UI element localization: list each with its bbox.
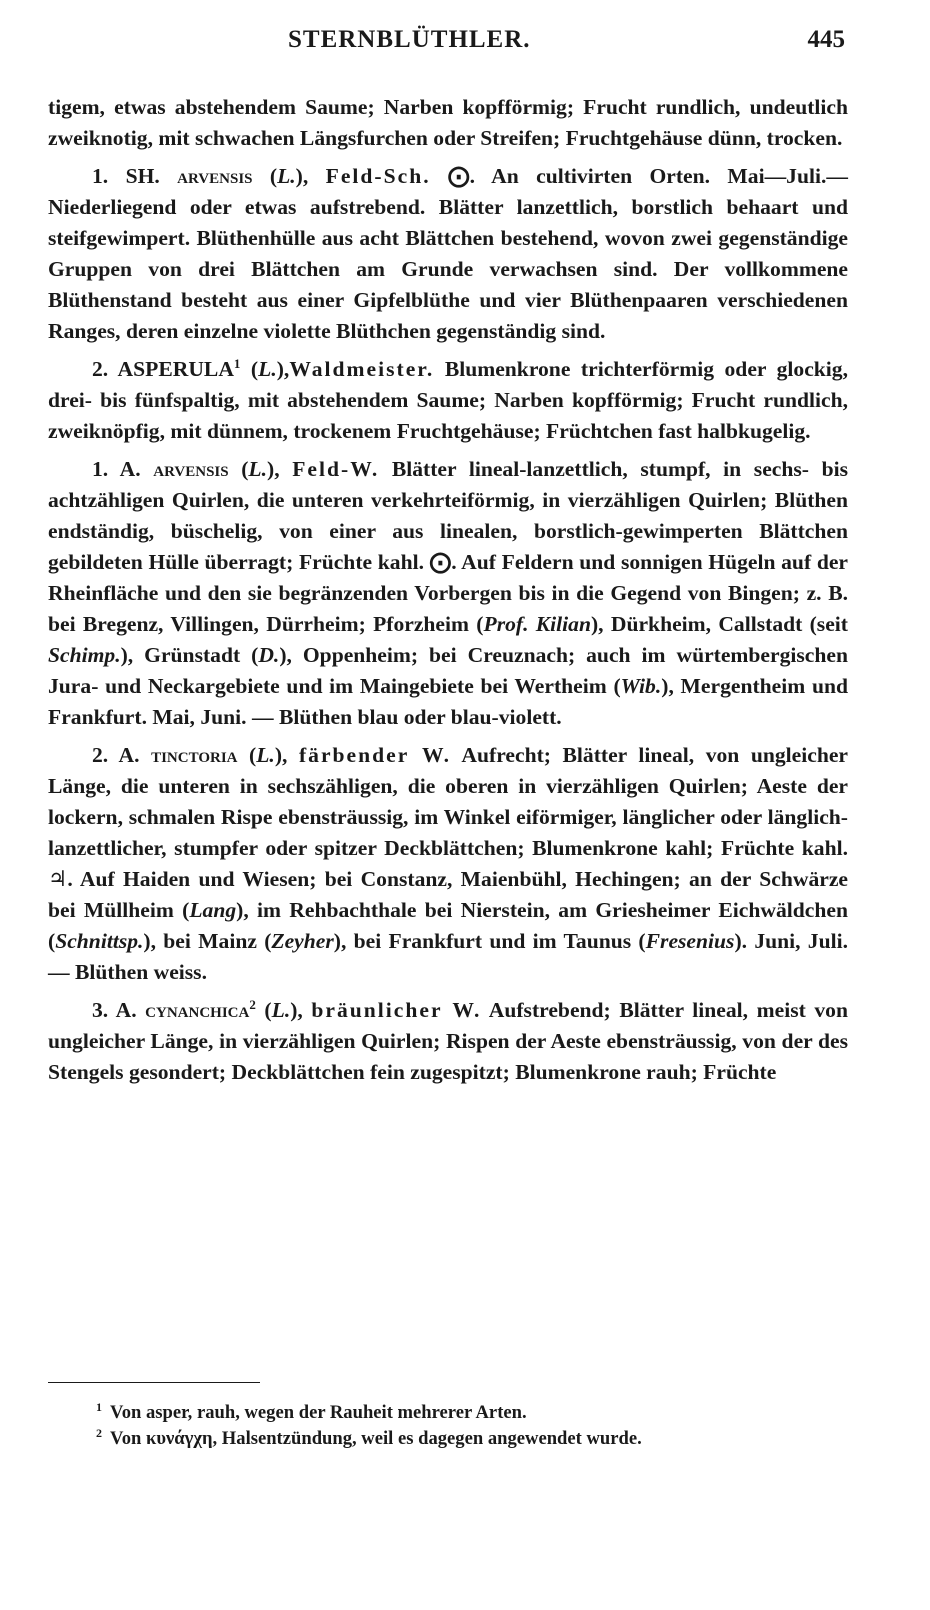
footnote-ref-1: 1 bbox=[233, 355, 241, 371]
footnote-divider bbox=[48, 1382, 260, 1383]
footnotes bbox=[96, 1400, 856, 1452]
page-number: 445 bbox=[807, 26, 845, 53]
footnote-ref-2: 2 bbox=[249, 996, 256, 1012]
footnote: $^1$ Von asper, rauh, wegen der Rauheit mehrerer Arten. bbox=[96, 1399, 527, 1423]
species-entry-asperula-cynanchica: 3. A. cynanchica$^2$ (L.), bräunlicher W. Aufstrebend; Blätter lineal, meist von ungleicher Länge, in vierzähligen Quirlen; Rispen der Aeste ebensträussig, von der des Stengels gesondert; Deckblättchen fein zugespitzt; Blumenkrone rauh; Früchte bbox=[48, 996, 848, 1084]
main-text bbox=[48, 92, 848, 1088]
page-header bbox=[48, 26, 845, 66]
paragraph-continuation: tigem, etwas abstehendem Saume; Narben kopfförmig; Frucht rundlich, undeutlich zweiknotig, mit schwachen Längsfurchen oder Streifen; Fruchtgehäuse dünn, trocken. bbox=[48, 95, 848, 150]
perennial-symbol: ♃ bbox=[48, 867, 68, 891]
annual-symbol: ⨀ bbox=[429, 550, 452, 574]
genus-entry-asperula: 2. ASPERULA$^1$ (L.),Waldmeister. Blumenkrone trichterförmig oder glockig, drei- bis fünfspaltig, mit abstehendem Saume; Narben kopfförmig; Frucht rundlich, zweiknöpfig, mit dünnem, trockenem Fruchtgehäuse; Früchtchen fast halbkugelig. bbox=[48, 355, 848, 443]
species-entry-asperula-arvensis: 1. A. arvensis (L.), Feld-W. Blätter lineal-lanzettlich, stumpf, in sechs- bis achtzähligen Quirlen, die unteren verkehrteiförmig, in vierzähligen Quirlen; Blüthen endständig, büschelig, von einer aus linealen, borstlich-gewimperten Blättchen gebildeten Hülle überragt; Früchte kahl. ⨀. Auf Feldern und sonnigen Hügeln auf der Rheinfläche und den sie begränzenden Vorbergen bis in die Gegend von Bingen; z. B. bei Bregenz, Villingen, Dürrheim; Pforzheim (Prof. Kilian), Dürkheim, Callstadt (seit Schimp.), Grünstadt (D.), Oppenheim; bei Creuznach; auch im würtembergischen Jura- und Neckargebiete und im Maingebiete bei Wertheim (Wib.), Mergentheim und Frankfurt. Mai, Juni. — Blüthen blau oder blau-violett. bbox=[48, 457, 848, 729]
footnote: $^2$ Von κυνάγχη, Halsentzündung, weil es dagegen angewendet wurde. bbox=[96, 1425, 642, 1449]
running-head: STERNBLÜTHLER. bbox=[288, 26, 531, 53]
annual-symbol: ⨀ bbox=[448, 164, 470, 188]
species-entry-sherardia-arvensis: 1. SH. arvensis (L.), Feld-Sch. ⨀. An cultivirten Orten. Mai—Juli.— Niederliegend oder etwas aufstrebend. Blätter lanzettlich, borstlich behaart und steifgewimpert. Blüthenhülle aus acht Blättchen bestehend, wovon zwei gegenständige Gruppen von drei Blättchen am Grunde verwachsen sind. Der vollkommene Blüthenstand besteht aus einer Gipfelblüthe und vier Blüthenpaaren verschiedenen Ranges, deren einzelne violette Blüthchen gegenständig sind. bbox=[48, 164, 848, 343]
species-entry-asperula-tinctoria: 2. A. tinctoria (L.), färbender W. Aufrecht; Blätter lineal, von ungleicher Länge, die unteren in sechszähligen, die oberen in vierzähligen Quirlen; Aeste der lockern, schmalen Rispe ebensträussig, im Winkel eiförmiger, länglicher oder länglich-lanzettlicher, stumpfer oder spitzer Deckblättchen; Blumenkrone kahl; Früchte kahl. ♃. Auf Haiden und Wiesen; bei Constanz, Maienbühl, Hechingen; an der Schwärze bei Müllheim (Lang), im Rehbachthale bei Nierstein, am Griesheimer Eichwäldchen (Schnittsp.), bei Mainz (Zeyher), bei Frankfurt und im Taunus (Fresenius). Juni, Juli. — Blüthen weiss. bbox=[48, 743, 849, 984]
